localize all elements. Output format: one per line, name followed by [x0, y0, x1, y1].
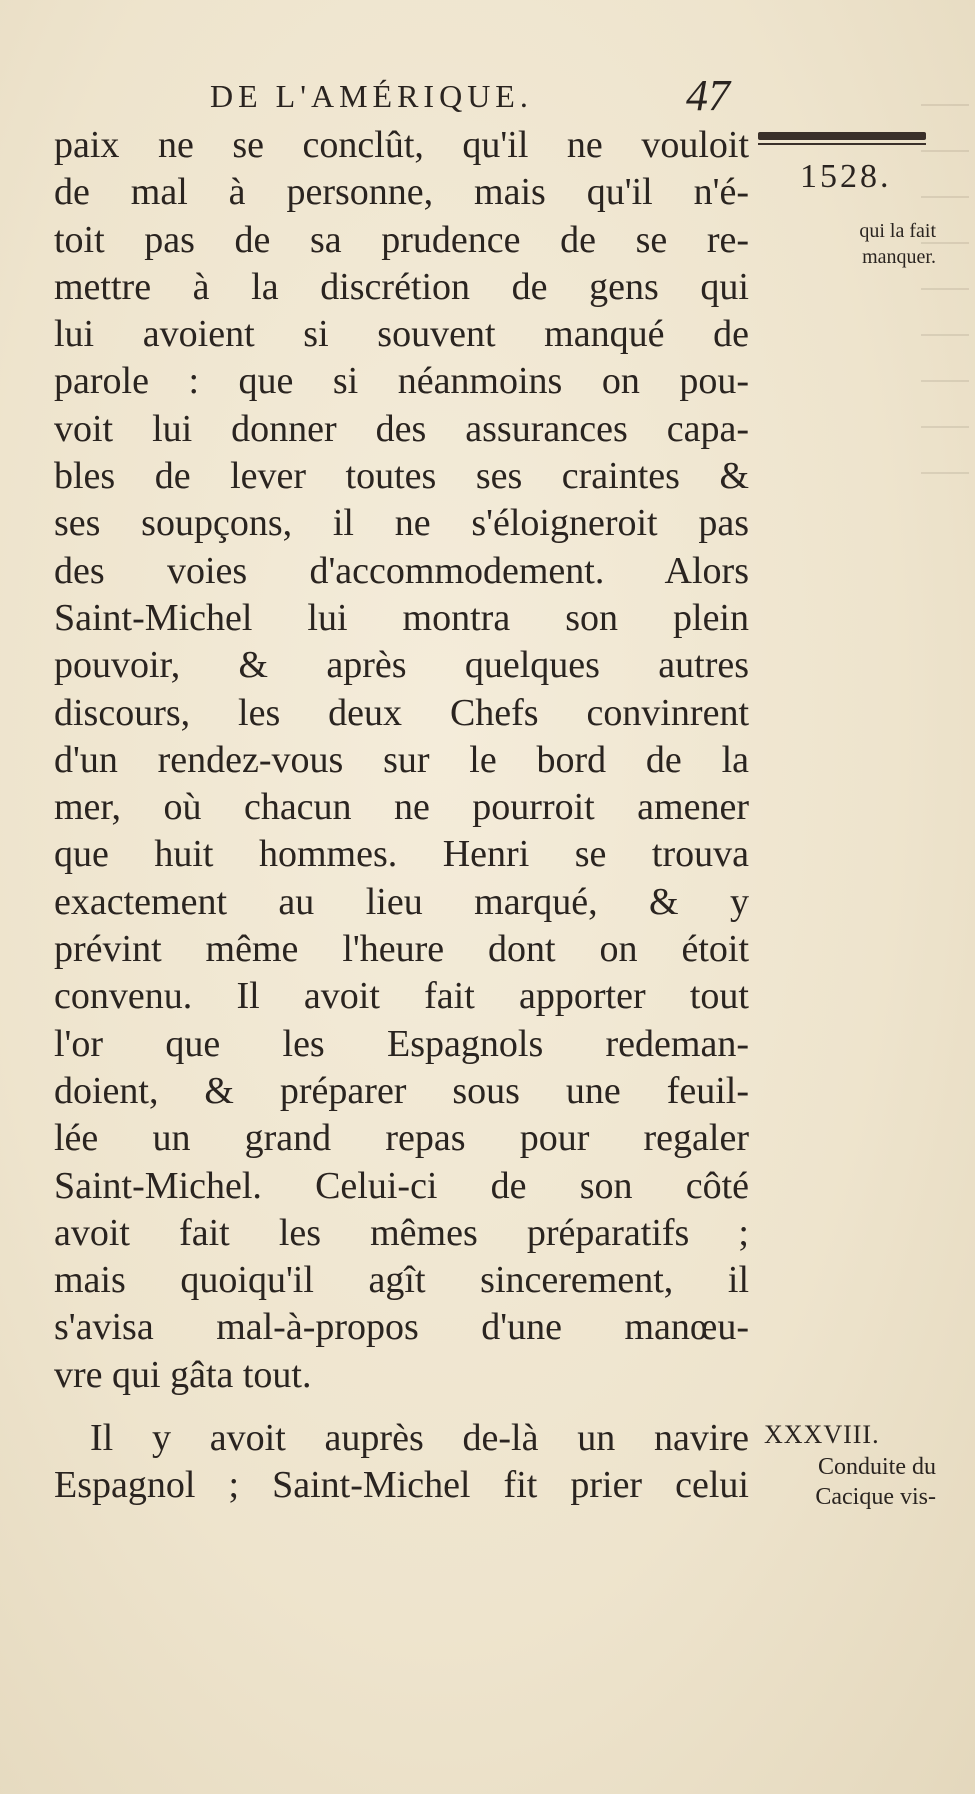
- margin-note-1-line: manquer.: [862, 246, 936, 268]
- text-line: toit pas de sa prudence de se re-: [54, 218, 749, 261]
- paragraph-1: [54, 122, 749, 1399]
- page-number: 47: [686, 71, 730, 120]
- running-title: DE L'AMÉRIQUE.: [210, 78, 533, 114]
- text-line: s'avisa mal-à-propos d'une manœu-: [54, 1306, 749, 1349]
- text-line: d'un rendez-vous sur le bord de la: [54, 738, 749, 781]
- text-line: Saint-Michel lui montra son plein: [54, 596, 749, 639]
- margin-rule-thin: [758, 143, 926, 145]
- text-line: Saint-Michel. Celui-ci de son côté: [54, 1164, 749, 1207]
- text-line: prévint même l'heure dont on étoit: [54, 928, 749, 971]
- body-text: [54, 122, 749, 1510]
- text-line: de mal à personne, mais qu'il n'é-: [54, 171, 749, 214]
- text-line: discours, les deux Chefs convinrent: [54, 691, 749, 734]
- margin-note-1-line: qui la fait: [859, 220, 936, 242]
- text-line: l'or que les Espagnols redeman-: [54, 1022, 749, 1065]
- text-line: Il y avoit auprès de-là un navire: [90, 1417, 749, 1460]
- text-line: vre qui gâta tout.: [54, 1353, 312, 1396]
- text-line: mais quoiqu'il agît sincerement, il: [54, 1259, 749, 1302]
- margin-note-2: [766, 1452, 936, 1512]
- text-line: parole : que si néanmoins on pou-: [54, 360, 749, 403]
- text-line: pouvoir, & après quelques autres: [54, 644, 749, 687]
- text-line: lui avoient si souvent manqué de: [54, 313, 749, 356]
- text-line: mettre à la discrétion de gens qui: [54, 265, 749, 308]
- show-through-text: [915, 60, 975, 520]
- text-line: bles de lever toutes ses craintes &: [54, 455, 749, 498]
- text-line: paix ne se conclût, qu'il ne vouloit: [54, 124, 749, 166]
- margin-note-1: [766, 218, 936, 270]
- margin-note-2-line: Conduite du: [818, 1454, 936, 1480]
- text-line: mer, où chacun ne pourroit amener: [54, 786, 749, 829]
- paragraph-gap: [54, 1399, 749, 1415]
- text-line: voit lui donner des assurances capa-: [54, 407, 749, 450]
- paragraph-2: [54, 1415, 749, 1510]
- text-line: Espagnol ; Saint-Michel fit prier celui: [54, 1464, 749, 1507]
- text-line: avoit fait les mêmes préparatifs ;: [54, 1211, 749, 1254]
- text-line: exactement au lieu marqué, & y: [54, 880, 749, 923]
- margin-rule: [758, 132, 926, 140]
- text-line: ses soupçons, il ne s'éloigneroit pas: [54, 502, 749, 545]
- text-line: que huit hommes. Henri se trouva: [54, 833, 749, 876]
- text-line: convenu. Il avoit fait apporter tout: [54, 975, 749, 1018]
- margin-year: 1528.: [800, 158, 892, 195]
- chapter-number: XXXVIII.: [764, 1420, 880, 1449]
- text-line: doient, & préparer sous une feuil-: [54, 1069, 749, 1112]
- text-line: lée un grand repas pour regaler: [54, 1117, 749, 1160]
- margin-note-2-line: Cacique vis-: [815, 1484, 936, 1510]
- text-line: des voies d'accommodement. Alors: [54, 549, 749, 592]
